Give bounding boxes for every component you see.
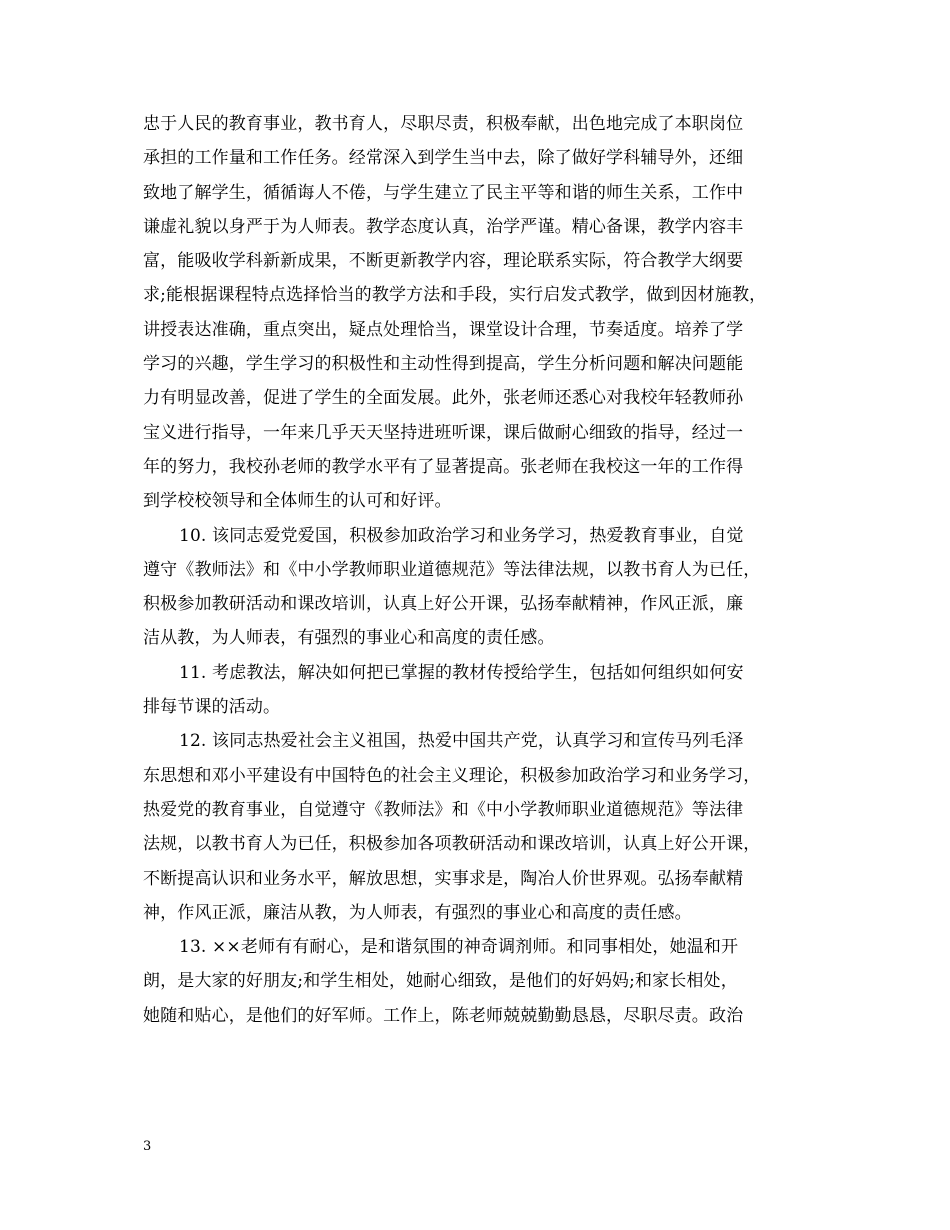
page-number: 3 xyxy=(143,1139,152,1154)
text-line: 谦虚礼貌以身严于为人师表。教学态度认真，治学严谨。精心备课，教学内容丰 xyxy=(143,216,744,237)
text-line: 排每节课的活动。 xyxy=(143,697,281,718)
text-line: 积极参加教研活动和课改培训，认真上好公开课，弘扬奉献精神，作风正派，廉 xyxy=(143,594,744,615)
paragraph-11-first-line: 11. 考虑教法，解决如何把已掌握的教材传授给学生，包括如何组织如何安 xyxy=(179,662,744,683)
paragraph-12-first-line: 12. 该同志热爱社会主义祖国，热爱中国共产党，认真学习和宣传马列毛泽 xyxy=(179,731,744,752)
text-line: 洁从教，为人师表，有强烈的事业心和高度的责任感。 xyxy=(143,628,555,649)
body-text xyxy=(143,107,823,1033)
text-line: 讲授表达准确，重点突出，疑点处理恰当，课堂设计合理，节奏适度。培养了学 xyxy=(143,319,744,340)
text-line: 学习的兴趣，学生学习的积极性和主动性得到提高，学生分析问题和解决问题能 xyxy=(143,354,744,375)
text-line: 致地了解学生，循循诲人不倦，与学生建立了民主平等和谐的师生关系，工作中 xyxy=(143,182,744,203)
text-line: 朗，是大家的好朋友;和学生相处，她耐心细致，是他们的好妈妈;和家长相处， xyxy=(143,971,738,992)
text-line: 力有明显改善，促进了学生的全面发展。此外，张老师还悉心对我校年轻教师孙 xyxy=(143,388,744,409)
text-line: 到学校校领导和全体师生的认可和好评。 xyxy=(143,491,452,512)
text-line: 热爱党的教育事业，自觉遵守《教师法》和《中小学教师职业道德规范》等法律 xyxy=(143,799,744,820)
text-line: 忠于人民的教育事业，教书育人，尽职尽责，积极奉献，出色地完成了本职岗位 xyxy=(143,114,744,134)
text-line: 富，能吸收学科新新成果，不断更新教学内容，理论联系实际，符合教学大纲要 xyxy=(143,251,744,272)
paragraph-13-first-line: 13. ××老师有有耐心，是和谐氛围的神奇调剂师。和同事相处，她温和开 xyxy=(179,937,739,958)
text-line: 遵守《教师法》和《中小学教师职业道德规范》等法律法规，以教书育人为已任， xyxy=(143,559,761,580)
text-line: 求;能根据课程特点选择恰当的教学方法和手段，实行启发式教学，做到因材施教， xyxy=(143,285,767,306)
text-line: 承担的工作量和工作任务。经常深入到学生当中去，除了做好学科辅导外，还细 xyxy=(143,148,744,169)
text-line: 不断提高认识和业务水平，解放思想，实事求是，陶冶人价世界观。弘扬奉献精 xyxy=(143,868,744,889)
paragraph-10-first-line: 10. 该同志爱党爱国，积极参加政治学习和业务学习，热爱教育事业，自觉 xyxy=(179,525,744,546)
text-line: 年的努力，我校孙老师的教学水平有了显著提高。张老师在我校这一年的工作得 xyxy=(143,456,744,477)
text-line: 宝义进行指导，一年来几乎天天坚持进班听课，课后做耐心细致的指导，经过一 xyxy=(143,422,744,443)
text-line: 神，作风正派，廉洁从教，为人师表，有强烈的事业心和高度的责任感。 xyxy=(143,902,692,923)
text-line: 东思想和邓小平建设有中国特色的社会主义理论，积极参加政治学习和业务学习， xyxy=(143,765,761,786)
text-line: 法规，以教书育人为已任，积极参加各项教研活动和课改培训，认真上好公开课， xyxy=(143,834,761,855)
text-line: 她随和贴心，是他们的好军师。工作上，陈老师兢兢勤勤恳恳，尽职尽责。政治 xyxy=(143,1005,744,1026)
